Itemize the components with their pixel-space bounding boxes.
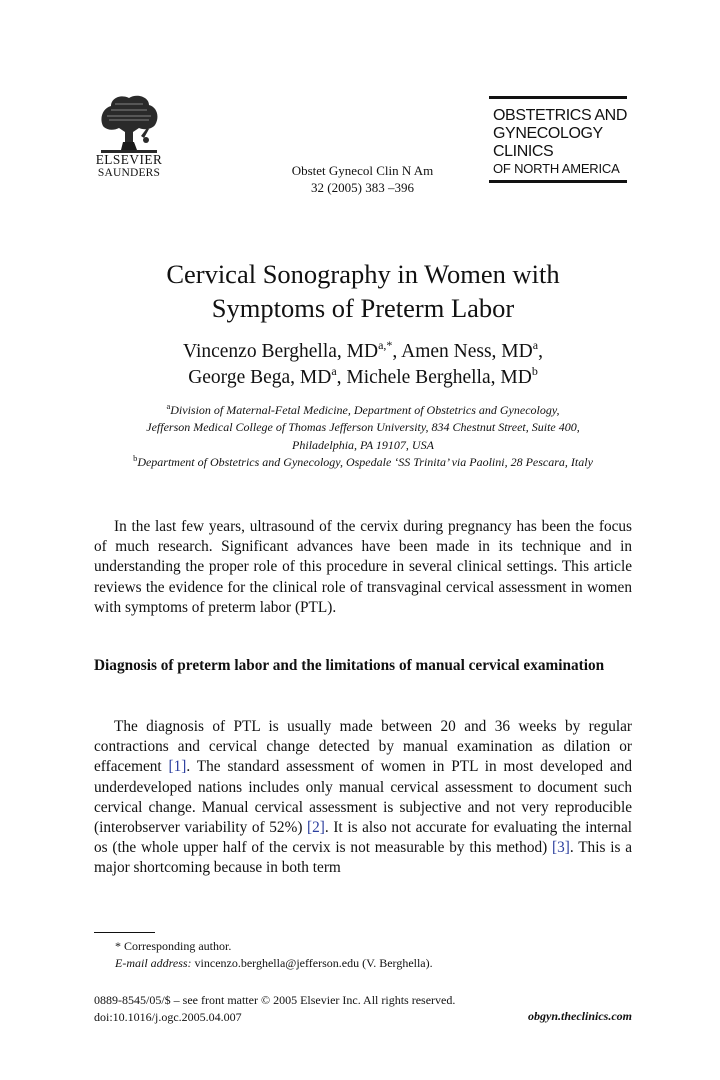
publisher-logo (93, 92, 165, 180)
author-name: Michele Berghella, MD (346, 367, 532, 388)
affiliation-a-line-3: Philadelphia, PA 19107, USA (292, 437, 434, 452)
author-affiliation-mark: a (331, 364, 337, 378)
elsevier-tree-icon (97, 92, 161, 154)
footnotes (115, 938, 632, 972)
journal-citation (270, 162, 455, 196)
reference-link-3[interactable]: [3] (552, 839, 570, 857)
author-affiliation-mark: a (532, 338, 539, 352)
masthead-line-1: OBSTETRICS AND (493, 107, 627, 124)
masthead-line-2: GYNECOLOGY (493, 125, 603, 142)
affiliations (60, 402, 666, 471)
affiliation-mark: a (166, 401, 171, 411)
footnote-corresponding-author: * Corresponding author. (115, 939, 232, 953)
author-name: Amen Ness, MD (401, 341, 533, 362)
author-name: Vincenzo Berghella, MD (183, 341, 379, 362)
issn-copyright-line: 0889-8545/05/$ – see front matter © 2005 Elsevier Inc. All rights reserved. (94, 993, 456, 1007)
reference-link-2[interactable]: [2] (307, 819, 325, 837)
masthead-subline: OF NORTH AMERICA (493, 161, 620, 176)
author-affiliation-mark: a,* (378, 338, 393, 352)
body-paragraph: The diagnosis of PTL is usually made between 20 and 36 weeks by regular contractions and cervical change detected by manual examination as dilation or effacement [1]. The standard assessment of women in PTL in most developed and underdeveloped nations includes only manual cervical assessment to document such cervical change. Manual cervical assessment is subjective and not very reproducible (interobserver variability of 52%) [2]. It is also not accurate for evaluating the internal os (the whole upper half of the cervix is not measurable by this method) [3]. This is a major shortcoming because in both term (94, 718, 632, 877)
journal-website[interactable]: obgyn.theclinics.com (528, 1009, 632, 1023)
author-separator: , (392, 341, 402, 362)
abstract-paragraph: In the last few years, ultrasound of the cervix during pregnancy has been the focus of much research. Significant advances have been made in its technique and in understanding the proper role of this procedure in several clinical settings. This article reviews the evidence for the clinical role of transvaginal cervical assessment in women with symptoms of preterm labor (PTL). (94, 518, 632, 616)
author-line-1 (60, 339, 666, 365)
footnote-email (115, 955, 632, 972)
publisher-imprint: SAUNDERS (97, 167, 161, 179)
title-line-2: Symptoms of Preterm Labor (211, 293, 515, 323)
publisher-name: ELSEVIER (95, 153, 163, 168)
title-line-1: Cervical Sonography in Women with (166, 259, 560, 289)
author-affiliation-mark: b (531, 364, 538, 378)
author-separator: , (538, 341, 543, 362)
email-label: E-mail address: (115, 956, 192, 970)
author-list (60, 339, 666, 391)
masthead-line-3: CLINICS (493, 143, 554, 160)
author-line-2 (60, 365, 666, 391)
journal-masthead (489, 96, 627, 183)
affiliation-a-line-1: $^a$Division of Maternal-Fetal Medicine, Department of Obstetrics and Gynecology, (166, 401, 560, 417)
doi-line[interactable]: doi:10.1016/j.ogc.2005.04.007 (94, 1009, 242, 1024)
affiliation-mark: b (133, 452, 138, 463)
affiliation-a-line-2: Jefferson Medical College of Thomas Jefferson University, 834 Chestnut Street, Suite 400, (146, 420, 580, 435)
reference-link-1[interactable]: [1] (168, 758, 187, 776)
article-title (60, 257, 666, 325)
email-address[interactable]: vincenzo.berghella@jefferson.edu (V. Berghella). (191, 956, 433, 970)
author-separator: , (336, 367, 347, 388)
section-heading: Diagnosis of preterm labor and the limitations of manual cervical examination (94, 657, 605, 674)
affiliation-b-line-1: $^b$Department of Obstetrics and Gynecology, Ospedale ‘SS Trinita’ via Paolini, 28 Pescara, Italy (133, 452, 593, 469)
citation-volume-pages: 32 (2005) 383 –396 (311, 180, 414, 195)
footnote-divider (94, 932, 155, 933)
citation-journal: Obstet Gynecol Clin N Am (291, 163, 434, 178)
author-name: George Bega, MD (188, 367, 332, 388)
